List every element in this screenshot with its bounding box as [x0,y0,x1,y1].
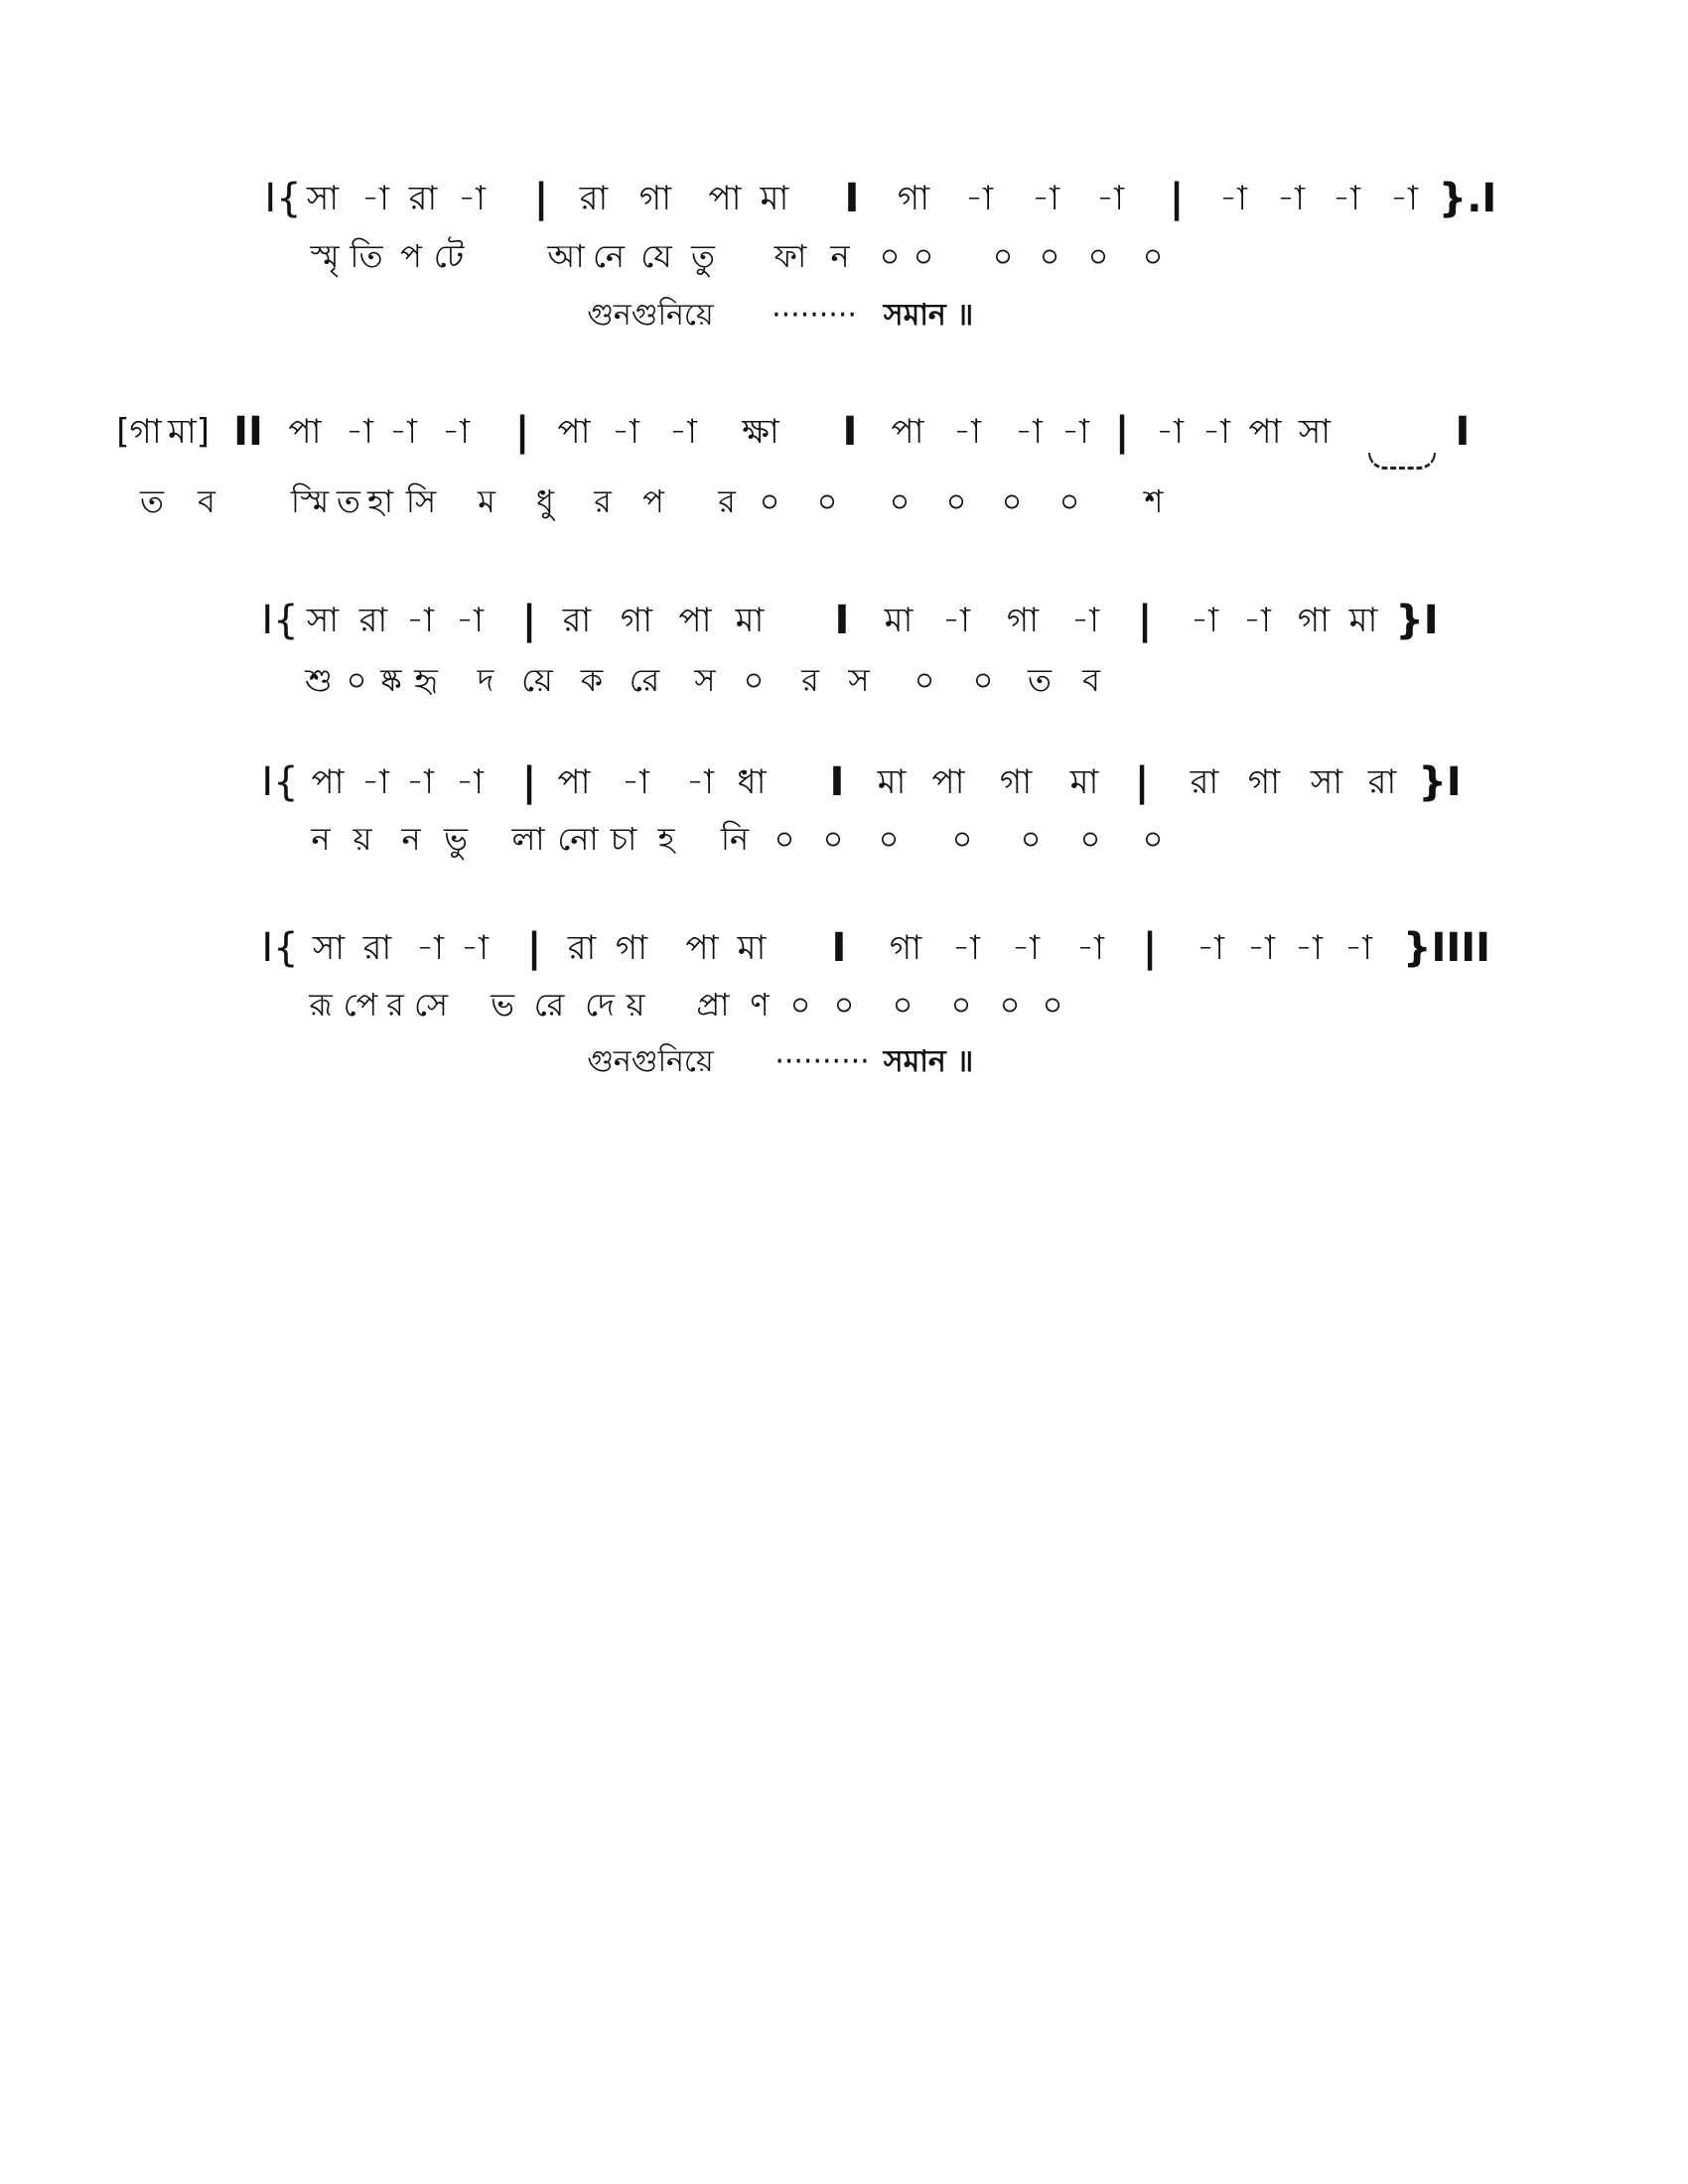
lyric-syllable: টে [433,237,465,275]
note: গা [1247,762,1281,802]
lyric-syllable: প্রা [696,986,730,1024]
refrain-dots: ········· [772,298,857,333]
lyric-syllable: ব [198,482,215,520]
note: মা [735,601,765,640]
note: গা [1297,601,1331,640]
lyric-syllable: প [400,237,422,275]
lyric-syllable: ষ্ক [380,661,402,699]
note: রা [1190,762,1219,802]
lyric-syllable: ০ [999,986,1021,1024]
lyric-syllable: ০ [759,482,780,520]
bar-line: I [831,925,847,971]
note: সা [1298,412,1332,452]
notation-line-4 [0,757,1688,807]
note: -া [686,762,714,802]
note: -া [461,928,489,968]
lyric-syllable: তু [690,237,716,275]
note: পা [931,762,965,802]
note: -া [1071,601,1099,640]
lyric-syllable: ত [336,482,361,520]
bar-line: I{ [261,925,299,971]
lyric-syllable: ধু [536,482,554,520]
refrain-end: সমান ॥ [883,1044,974,1079]
slur-mark [1368,453,1436,470]
lyric-syllable: পে [343,986,378,1024]
lyric-syllable: নি [720,820,750,858]
note: -া [1277,179,1305,218]
refrain-dots: ·········· [774,1044,870,1079]
note: -া [953,412,981,452]
note: রা [579,179,609,218]
bar-line: I{ [261,759,299,805]
lyric-line-2 [0,477,1688,526]
note: [গা [116,412,162,452]
note: সা [1310,762,1343,802]
lyric-syllable: ত [139,482,165,520]
lyric-syllable: স্মৃ [310,237,340,275]
lyric-syllable: র [718,482,736,520]
notation-line-5 [0,923,1688,973]
note: -া [456,762,484,802]
lyric-syllable: রে [629,661,660,699]
lyric-syllable: ০ [992,237,1014,275]
note: -া [669,412,697,452]
lyric-syllable: র [801,661,819,699]
lyric-syllable: ০ [950,986,972,1024]
lyric-syllable: হৃ [414,661,438,699]
lyric-line-3 [0,655,1688,705]
note: -া [1191,601,1218,640]
note: -া [458,179,486,218]
bar-line: | [521,759,537,805]
bar-line: | [1142,925,1158,971]
lyric-syllable: য় [626,986,645,1024]
note: -া [942,601,970,640]
lyric-syllable: ০ [1020,820,1042,858]
note: মা [877,762,907,802]
note: পা [288,412,322,452]
lyric-line-1 [0,231,1688,281]
note: সা [312,928,346,968]
notation-line-1 [0,174,1688,223]
note: রা [562,601,592,640]
lyric-syllable: ০ [774,820,795,858]
lyric-syllable: ০ [951,820,973,858]
lyric-syllable: ০ [879,237,901,275]
lyric-syllable: ০ [889,482,911,520]
lyric-syllable: স [694,661,716,699]
lyric-syllable: ন [311,820,331,858]
lyric-syllable: শ [1144,482,1164,520]
note: মা [1348,601,1378,640]
bar-line: I [1455,409,1471,455]
bar-line: }IIII [1402,925,1491,971]
lyric-syllable: ০ [1087,237,1109,275]
refrain-end: সমান ॥ [883,298,974,333]
lyric-syllable: র [386,986,404,1024]
note: -া [1243,601,1271,640]
note: রা [1367,762,1397,802]
note: -া [622,762,649,802]
note: সা [306,601,340,640]
note: -া [1333,179,1360,218]
lyric-syllable: ০ [346,661,367,699]
lyric-syllable: ০ [972,661,994,699]
lyric-syllable: চা [610,820,637,858]
lyric-line-4 [0,814,1688,864]
note: -া [1196,928,1224,968]
bar-line: | [526,925,542,971]
lyric-syllable: সি [405,482,437,520]
note: গা [897,179,930,218]
bar-line: I{ [264,176,302,221]
note: -া [612,412,639,452]
lyric-syllable: স [848,661,870,699]
lyric-syllable: ০ [1142,237,1164,275]
lyric-syllable: ন [830,237,850,275]
note: পা [708,179,742,218]
note: মা [737,928,767,968]
lyric-syllable: র [594,482,612,520]
lyric-syllable: ০ [743,661,765,699]
bar-line: }.I [1438,176,1497,221]
lyric-syllable: আ [547,237,585,275]
lyric-syllable: ভু [444,820,468,858]
lyric-syllable: দ [477,661,494,699]
bar-line: I [844,176,860,221]
lyric-syllable: ০ [913,237,934,275]
bar-line: }I [1395,598,1439,643]
note: -া [952,928,980,968]
note: -া [1015,412,1043,452]
lyric-syllable: হ [657,820,675,858]
note: -া [1012,928,1040,968]
note: -া [1096,179,1124,218]
lyric-syllable: প [642,482,664,520]
lyric-line-5 [0,980,1688,1029]
lyric-syllable: ফা [774,237,807,275]
note: -া [361,762,389,802]
bar-line: I [829,759,845,805]
note: -া [1344,928,1372,968]
lyric-syllable: ০ [914,661,935,699]
note: -া [346,412,373,452]
lyric-syllable: ০ [1039,237,1060,275]
bar-line: | [1137,598,1153,643]
bar-line: II [233,409,263,455]
lyric-syllable: ০ [822,820,844,858]
lyric-syllable: ০ [1042,986,1063,1024]
refrain-start: গুনগুনিয়ে [587,1044,714,1079]
lyric-syllable: ০ [816,482,838,520]
lyric-syllable: ০ [892,986,914,1024]
note: -া [389,412,417,452]
note: -া [1032,179,1059,218]
note: রা [567,928,597,968]
lyric-syllable: ম [478,482,495,520]
lyric-syllable: ০ [1079,820,1101,858]
lyric-syllable: ০ [1142,820,1164,858]
lyric-syllable: য় [352,820,372,858]
lyric-syllable: ০ [789,986,811,1024]
note: মা] [167,412,211,452]
note: সা [306,179,340,218]
lyric-syllable: নে [592,237,626,275]
bar-line: | [533,176,549,221]
bar-line: | [514,409,530,455]
bar-line: I [834,598,850,643]
note: -া [361,179,389,218]
note: গা [638,179,672,218]
lyric-syllable: তি [350,237,383,275]
lyric-syllable: রূ [309,986,333,1024]
bar-line: I [842,409,858,455]
bar-line: | [1114,409,1130,455]
note: -া [1247,928,1275,968]
note: -া [1219,179,1247,218]
lyric-syllable: ন [401,820,421,858]
note: -া [406,601,434,640]
lyric-syllable: ভ [491,986,514,1024]
lyric-syllable: নো [557,820,599,858]
note: -া [456,601,484,640]
bar-line: | [1169,176,1185,221]
bar-line: }I [1418,759,1462,805]
note: গা [615,928,648,968]
note: মা [884,601,914,640]
note: পা [685,928,719,968]
lyric-syllable: য়ে [521,661,553,699]
note: -া [1202,412,1230,452]
note: -া [1156,412,1184,452]
note: -া [1390,179,1418,218]
notation-line-2 [0,407,1688,457]
refrain-start: গুনগুনিয়ে [587,298,714,333]
lyric-syllable: ত [1027,661,1053,699]
lyric-syllable: ক [580,661,604,699]
note: -া [1061,412,1089,452]
note: গা [1006,601,1040,640]
lyric-syllable: যে [640,237,672,275]
note: গা [999,762,1033,802]
lyric-syllable: রে [533,986,565,1024]
note: রা [362,928,392,968]
lyric-syllable: দে [585,986,615,1024]
note: -া [1295,928,1323,968]
note: পা [891,412,924,452]
lyric-syllable: শু [305,661,333,699]
note: রা [408,179,438,218]
lyric-syllable: ণ [750,986,770,1024]
note: ক্ষা [742,412,779,452]
note: -া [965,179,993,218]
note: গা [889,928,922,968]
note: রা [358,601,388,640]
bar-line: I{ [261,598,299,643]
lyric-syllable: ০ [1001,482,1023,520]
lyric-syllable: হা [366,482,394,520]
note: পা [557,412,591,452]
note: পা [557,762,591,802]
note: মা [1069,762,1099,802]
note: পা [311,762,345,802]
note: -া [406,762,434,802]
lyric-syllable: লা [511,820,545,858]
note: -া [442,412,470,452]
lyric-syllable: ব [1082,661,1100,699]
lyric-syllable: ০ [945,482,967,520]
notation-line-3 [0,596,1688,645]
note: -া [416,928,444,968]
note: মা [760,179,789,218]
lyric-syllable: ০ [878,820,900,858]
note: পা [1248,412,1282,452]
lyric-syllable: স্মি [290,482,330,520]
note: -া [1076,928,1104,968]
note: গা [620,601,653,640]
lyric-syllable: ০ [1058,482,1080,520]
lyric-syllable: ০ [833,986,855,1024]
note: পা [678,601,712,640]
lyric-syllable: সে [413,986,449,1024]
bar-line: | [521,598,537,643]
bar-line: | [1134,759,1150,805]
note: ধা [737,762,767,802]
